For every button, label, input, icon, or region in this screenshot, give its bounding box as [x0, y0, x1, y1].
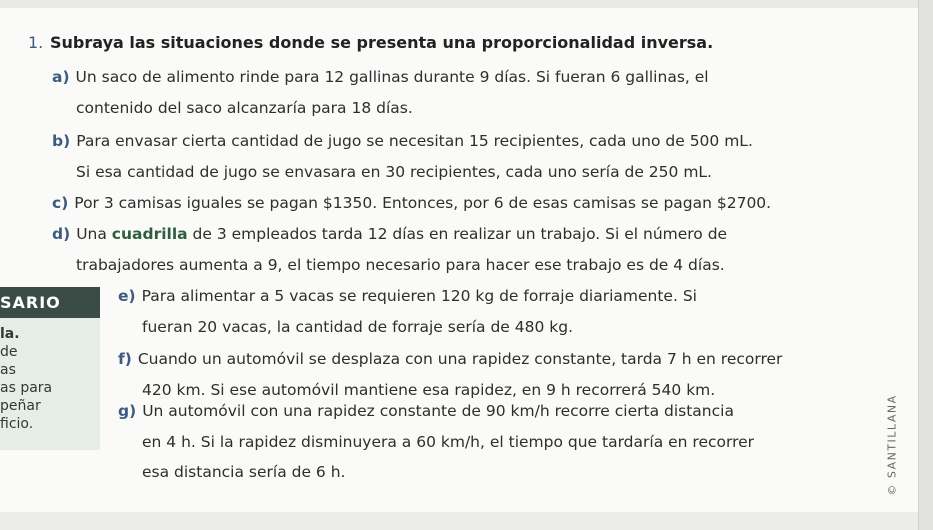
bottom-edge: [0, 512, 918, 530]
item-text: fueran 20 vacas, la cantidad de forraje sería de 480 kg.: [142, 317, 574, 336]
glossary-term: cuadrilla: [111, 225, 188, 243]
glossary-line: as: [0, 362, 16, 378]
glossary-line: ficio.: [0, 416, 34, 432]
item-text: Una: [76, 225, 112, 243]
item-label: c): [52, 194, 69, 212]
item-label: a): [52, 68, 70, 86]
glossary-heading-text: SARIO: [0, 293, 61, 312]
question-title: Subraya las situaciones donde se presenta una proporcionalidad inversa.: [50, 33, 714, 52]
item-b[interactable]: [52, 126, 753, 187]
glossary-line: la.: [0, 326, 20, 342]
item-d[interactable]: [52, 219, 727, 280]
item-text: Un automóvil con una rapidez constante de 90 km/h recorre cierta distancia: [142, 402, 734, 420]
item-c[interactable]: [52, 188, 771, 219]
item-text: de 3 empleados tarda 12 días en realizar un trabajo. Si el número de: [187, 225, 728, 243]
question-number: 1.: [28, 33, 44, 52]
publisher-credit: [872, 390, 912, 500]
item-label: g): [118, 402, 137, 420]
item-text: Un saco de alimento rinde para 12 gallinas durante 9 días. Si fueran 6 gallinas, el: [75, 68, 709, 86]
item-text: 420 km. Si ese automóvil mantiene esa rapidez, en 9 h recorrerá 540 km.: [142, 380, 716, 399]
item-text: Si esa cantidad de jugo se envasara en 30 recipientes, cada uno sería de 250 mL.: [76, 162, 712, 181]
item-label: b): [52, 132, 71, 150]
glossary-line: peñar: [0, 398, 41, 414]
item-a[interactable]: [52, 62, 709, 123]
item-label: e): [118, 287, 136, 305]
top-edge: [0, 0, 918, 8]
item-text: Para alimentar a 5 vacas se requieren 120 kg de forraje diariamente. Si: [141, 287, 697, 305]
item-label: d): [52, 225, 71, 243]
page-margin: [918, 0, 933, 530]
item-text: esa distancia sería de 6 h.: [142, 463, 346, 481]
item-text: contenido del saco alcanzaría para 18 días.: [76, 98, 413, 117]
item-text: en 4 h. Si la rapidez disminuyera a 60 km/h, el tiempo que tardaría en recorrer: [142, 432, 755, 451]
glossary-line: de: [0, 344, 18, 360]
publisher-text: © SANTILLANA: [885, 394, 899, 496]
item-e[interactable]: [118, 281, 697, 342]
item-text: Por 3 camisas iguales se pagan $1350. Entonces, por 6 de esas camisas se pagan $2700.: [74, 194, 772, 212]
item-text: trabajadores aumenta a 9, el tiempo necesario para hacer ese trabajo es de 4 días.: [76, 255, 725, 274]
item-text: Cuando un automóvil se desplaza con una rapidez constante, tarda 7 h en recorrer: [137, 350, 783, 368]
glossary-line: as para: [0, 380, 53, 396]
item-text: Para envasar cierta cantidad de jugo se necesitan 15 recipientes, cada uno de 500 mL.: [76, 132, 753, 150]
glossary-heading: [0, 287, 100, 318]
glossary-box: [0, 318, 100, 450]
item-label: f): [118, 350, 132, 368]
item-g[interactable]: [118, 396, 754, 488]
